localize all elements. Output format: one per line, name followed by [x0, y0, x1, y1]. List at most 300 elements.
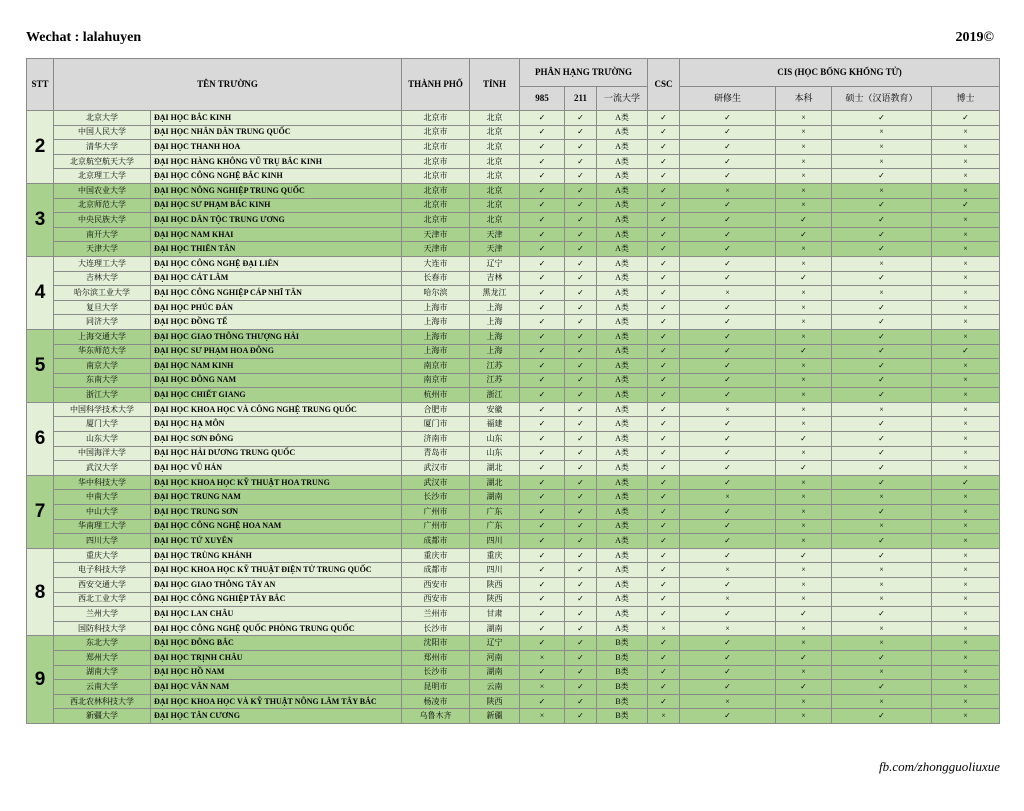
rank-985-cell: ✓ — [520, 256, 565, 271]
school-vi-name: ĐẠI HỌC HÀNG KHÔNG VŨ TRỤ BẮC KINH — [151, 154, 402, 169]
table-row — [27, 519, 1000, 534]
cis-yanxiu-cell: ✓ — [680, 505, 776, 520]
cis-boshi-cell: × — [932, 373, 1000, 388]
rank-985-cell: ✓ — [520, 417, 565, 432]
col-boshi: 博士 — [932, 87, 1000, 111]
first-class-cell: A类 — [597, 578, 648, 593]
city-cell: 济南市 — [402, 432, 470, 447]
rank-985-cell: × — [520, 650, 565, 665]
rank-211-cell: ✓ — [565, 461, 597, 476]
csc-cell: ✓ — [648, 505, 680, 520]
cis-shuoshi-cell: × — [832, 563, 932, 578]
csc-cell: ✓ — [648, 490, 680, 505]
province-cell: 新疆 — [470, 709, 520, 724]
cis-boshi-cell: × — [932, 169, 1000, 184]
rank-211-cell: ✓ — [565, 519, 597, 534]
cis-benke-cell: × — [776, 636, 832, 651]
school-cn-name: 大连理工大学 — [54, 256, 151, 271]
rank-211-cell: ✓ — [565, 344, 597, 359]
csc-cell: ✓ — [648, 548, 680, 563]
table-row — [27, 154, 1000, 169]
school-cn-name: 云南大学 — [54, 680, 151, 695]
table-row — [27, 578, 1000, 593]
rank-211-cell: ✓ — [565, 388, 597, 403]
province-cell: 湖北 — [470, 461, 520, 476]
cis-boshi-cell: × — [932, 578, 1000, 593]
csc-cell: ✓ — [648, 213, 680, 228]
rank-211-cell: ✓ — [565, 315, 597, 330]
cis-boshi-cell: × — [932, 505, 1000, 520]
cis-yanxiu-cell: × — [680, 621, 776, 636]
table-row — [27, 125, 1000, 140]
school-vi-name: ĐẠI HỌC LAN CHÂU — [151, 607, 402, 622]
province-cell: 辽宁 — [470, 636, 520, 651]
cis-boshi-cell: × — [932, 140, 1000, 155]
cis-benke-cell: ✓ — [776, 213, 832, 228]
first-class-cell: A类 — [597, 111, 648, 126]
cis-yanxiu-cell: ✓ — [680, 227, 776, 242]
cis-boshi-cell: ✓ — [932, 111, 1000, 126]
cis-benke-cell: × — [776, 534, 832, 549]
cis-boshi-cell: × — [932, 286, 1000, 301]
province-cell: 江苏 — [470, 373, 520, 388]
school-vi-name: ĐẠI HỌC SƯ PHẠM HOA ĐÔNG — [151, 344, 402, 359]
cis-yanxiu-cell: × — [680, 490, 776, 505]
rank-985-cell: ✓ — [520, 446, 565, 461]
first-class-cell: A类 — [597, 183, 648, 198]
csc-cell: ✓ — [648, 198, 680, 213]
group-number: 3 — [27, 183, 54, 256]
table-row — [27, 694, 1000, 709]
city-cell: 杭州市 — [402, 388, 470, 403]
city-cell: 北京市 — [402, 183, 470, 198]
rank-985-cell: ✓ — [520, 213, 565, 228]
cis-benke-cell: ✓ — [776, 650, 832, 665]
cis-boshi-cell: × — [932, 271, 1000, 286]
school-vi-name: ĐẠI HỌC KHOA HỌC KỸ THUẬT HOA TRUNG — [151, 475, 402, 490]
cis-yanxiu-cell: ✓ — [680, 111, 776, 126]
cis-shuoshi-cell: × — [832, 578, 932, 593]
rank-211-cell: ✓ — [565, 373, 597, 388]
cis-boshi-cell: × — [932, 607, 1000, 622]
col-csc: CSC — [648, 59, 680, 111]
cis-boshi-cell: ✓ — [932, 198, 1000, 213]
table-row — [27, 169, 1000, 184]
csc-cell: ✓ — [648, 650, 680, 665]
cis-yanxiu-cell: ✓ — [680, 461, 776, 476]
rank-211-cell: ✓ — [565, 490, 597, 505]
cis-benke-cell: × — [776, 154, 832, 169]
school-vi-name: ĐẠI HỌC NÔNG NGHIỆP TRUNG QUỐC — [151, 183, 402, 198]
csc-cell: ✓ — [648, 183, 680, 198]
cis-yanxiu-cell: ✓ — [680, 432, 776, 447]
city-cell: 南京市 — [402, 359, 470, 374]
school-vi-name: ĐẠI HỌC CÔNG NGHỆ ĐẠI LIÊN — [151, 256, 402, 271]
province-cell: 陕西 — [470, 578, 520, 593]
table-row — [27, 446, 1000, 461]
cis-boshi-cell: × — [932, 359, 1000, 374]
cis-boshi-cell: × — [932, 329, 1000, 344]
table-row — [27, 665, 1000, 680]
rank-985-cell: ✓ — [520, 432, 565, 447]
cis-yanxiu-cell: ✓ — [680, 475, 776, 490]
col-yanxiu: 研修生 — [680, 87, 776, 111]
rank-985-cell: ✓ — [520, 548, 565, 563]
school-cn-name: 华东师范大学 — [54, 344, 151, 359]
table-row — [27, 534, 1000, 549]
province-cell: 北京 — [470, 198, 520, 213]
first-class-cell: A类 — [597, 534, 648, 549]
city-cell: 长春市 — [402, 271, 470, 286]
province-cell: 黑龙江 — [470, 286, 520, 301]
cis-benke-cell: × — [776, 242, 832, 257]
cis-benke-cell: × — [776, 402, 832, 417]
first-class-cell: A类 — [597, 329, 648, 344]
table-row — [27, 286, 1000, 301]
rank-211-cell: ✓ — [565, 286, 597, 301]
table-body — [27, 111, 1000, 724]
cis-shuoshi-cell: ✓ — [832, 709, 932, 724]
city-cell: 厦门市 — [402, 417, 470, 432]
cis-shuoshi-cell: ✓ — [832, 271, 932, 286]
cis-benke-cell: × — [776, 198, 832, 213]
cis-boshi-cell: × — [932, 680, 1000, 695]
school-cn-name: 山东大学 — [54, 432, 151, 447]
group-number: 8 — [27, 548, 54, 636]
csc-cell: ✓ — [648, 607, 680, 622]
province-cell: 北京 — [470, 183, 520, 198]
cis-benke-cell: × — [776, 169, 832, 184]
school-cn-name: 中山大学 — [54, 505, 151, 520]
province-cell: 湖北 — [470, 475, 520, 490]
rank-985-cell: ✓ — [520, 125, 565, 140]
city-cell: 大连市 — [402, 256, 470, 271]
rank-211-cell: ✓ — [565, 563, 597, 578]
cis-shuoshi-cell: × — [832, 519, 932, 534]
cis-benke-cell: × — [776, 286, 832, 301]
school-cn-name: 中国农业大学 — [54, 183, 151, 198]
cis-boshi-cell: × — [932, 446, 1000, 461]
school-vi-name: ĐẠI HỌC CÔNG NGHIỆP TÂY BẮC — [151, 592, 402, 607]
facebook-link[interactable]: fb.com/zhongguoliuxue — [879, 759, 1000, 774]
cis-yanxiu-cell: ✓ — [680, 300, 776, 315]
csc-cell: ✓ — [648, 227, 680, 242]
province-cell: 广东 — [470, 505, 520, 520]
table-row — [27, 344, 1000, 359]
rank-985-cell: ✓ — [520, 519, 565, 534]
school-vi-name: ĐẠI HỌC CÁT LÂM — [151, 271, 402, 286]
province-cell: 四川 — [470, 563, 520, 578]
cis-boshi-cell: × — [932, 227, 1000, 242]
cis-shuoshi-cell: ✓ — [832, 432, 932, 447]
csc-cell: ✓ — [648, 169, 680, 184]
city-cell: 上海市 — [402, 315, 470, 330]
table-row — [27, 359, 1000, 374]
cis-shuoshi-cell: × — [832, 402, 932, 417]
province-cell: 上海 — [470, 315, 520, 330]
cis-shuoshi-cell: ✓ — [832, 300, 932, 315]
cis-yanxiu-cell: ✓ — [680, 650, 776, 665]
csc-cell: ✓ — [648, 373, 680, 388]
col-ten-truong: TÊN TRƯỜNG — [54, 59, 402, 111]
rank-211-cell: ✓ — [565, 213, 597, 228]
cis-boshi-cell: × — [932, 563, 1000, 578]
cis-yanxiu-cell: ✓ — [680, 519, 776, 534]
rank-211-cell: ✓ — [565, 256, 597, 271]
table-row — [27, 402, 1000, 417]
cis-boshi-cell: × — [932, 636, 1000, 651]
first-class-cell: A类 — [597, 271, 648, 286]
cis-boshi-cell: × — [932, 548, 1000, 563]
school-cn-name: 新疆大学 — [54, 709, 151, 724]
school-vi-name: ĐẠI HỌC CHIẾT GIANG — [151, 388, 402, 403]
table-row — [27, 680, 1000, 695]
first-class-cell: A类 — [597, 286, 648, 301]
cis-shuoshi-cell: ✓ — [832, 461, 932, 476]
cis-yanxiu-cell: ✓ — [680, 125, 776, 140]
school-vi-name: ĐẠI HỌC CÔNG NGHỆ BẮC KINH — [151, 169, 402, 184]
city-cell: 武汉市 — [402, 461, 470, 476]
school-cn-name: 浙江大学 — [54, 388, 151, 403]
school-vi-name: ĐẠI HỌC NHÂN DÂN TRUNG QUỐC — [151, 125, 402, 140]
rank-985-cell: ✓ — [520, 490, 565, 505]
cis-shuoshi-cell: ✓ — [832, 534, 932, 549]
first-class-cell: A类 — [597, 475, 648, 490]
cis-shuoshi-cell: × — [832, 154, 932, 169]
cis-shuoshi-cell: × — [832, 286, 932, 301]
first-class-cell: B类 — [597, 636, 648, 651]
cis-shuoshi-cell: ✓ — [832, 359, 932, 374]
city-cell: 昆明市 — [402, 680, 470, 695]
cis-benke-cell: × — [776, 315, 832, 330]
school-vi-name: ĐẠI HỌC ĐÔNG NAM — [151, 373, 402, 388]
col-phan-hang: PHÂN HẠNG TRƯỜNG — [520, 59, 648, 87]
province-cell: 陕西 — [470, 592, 520, 607]
cis-benke-cell: ✓ — [776, 271, 832, 286]
cis-boshi-cell: × — [932, 256, 1000, 271]
city-cell: 南京市 — [402, 373, 470, 388]
table-row — [27, 417, 1000, 432]
school-cn-name: 西北工业大学 — [54, 592, 151, 607]
rank-985-cell: ✓ — [520, 227, 565, 242]
cis-benke-cell: ✓ — [776, 432, 832, 447]
rank-211-cell: ✓ — [565, 271, 597, 286]
city-cell: 郑州市 — [402, 650, 470, 665]
city-cell: 长沙市 — [402, 665, 470, 680]
school-vi-name: ĐẠI HỌC KHOA HỌC VÀ KỸ THUẬT NÔNG LÂM TÂY BẮC — [151, 694, 402, 709]
csc-cell: ✓ — [648, 329, 680, 344]
cis-shuoshi-cell: ✓ — [832, 680, 932, 695]
city-cell: 北京市 — [402, 154, 470, 169]
first-class-cell: A类 — [597, 388, 648, 403]
col-shuoshi: 硕士（汉语教育） — [832, 87, 932, 111]
cis-yanxiu-cell: ✓ — [680, 417, 776, 432]
csc-cell: ✓ — [648, 359, 680, 374]
city-cell: 青岛市 — [402, 446, 470, 461]
city-cell: 兰州市 — [402, 607, 470, 622]
school-vi-name: ĐẠI HỌC VÂN NAM — [151, 680, 402, 695]
cis-yanxiu-cell: ✓ — [680, 242, 776, 257]
table-row — [27, 490, 1000, 505]
cis-shuoshi-cell: ✓ — [832, 227, 932, 242]
rank-211-cell: ✓ — [565, 125, 597, 140]
cis-benke-cell: × — [776, 388, 832, 403]
school-vi-name: ĐẠI HỌC CÔNG NGHỆ QUỐC PHÒNG TRUNG QUỐC — [151, 621, 402, 636]
cis-shuoshi-cell: ✓ — [832, 475, 932, 490]
cis-benke-cell: × — [776, 694, 832, 709]
rank-985-cell: ✓ — [520, 169, 565, 184]
cis-yanxiu-cell: ✓ — [680, 534, 776, 549]
cis-shuoshi-cell: ✓ — [832, 505, 932, 520]
csc-cell: ✓ — [648, 417, 680, 432]
rank-985-cell: ✓ — [520, 286, 565, 301]
rank-211-cell: ✓ — [565, 432, 597, 447]
csc-cell: ✓ — [648, 242, 680, 257]
cis-benke-cell: × — [776, 359, 832, 374]
rank-211-cell: ✓ — [565, 402, 597, 417]
rank-211-cell: ✓ — [565, 140, 597, 155]
province-cell: 北京 — [470, 125, 520, 140]
group-number: 9 — [27, 636, 54, 724]
csc-cell: ✓ — [648, 592, 680, 607]
table-row — [27, 475, 1000, 490]
rank-985-cell: ✓ — [520, 592, 565, 607]
cis-benke-cell: ✓ — [776, 680, 832, 695]
cis-yanxiu-cell: ✓ — [680, 154, 776, 169]
cis-boshi-cell: × — [932, 665, 1000, 680]
first-class-cell: B类 — [597, 650, 648, 665]
cis-boshi-cell: × — [932, 694, 1000, 709]
first-class-cell: B类 — [597, 694, 648, 709]
rank-985-cell: ✓ — [520, 388, 565, 403]
cis-yanxiu-cell: ✓ — [680, 548, 776, 563]
col-thanh-pho: THÀNH PHỐ — [402, 59, 470, 111]
cis-benke-cell: ✓ — [776, 607, 832, 622]
cis-benke-cell: × — [776, 446, 832, 461]
cis-shuoshi-cell: × — [832, 256, 932, 271]
csc-cell: ✓ — [648, 519, 680, 534]
cis-boshi-cell: × — [932, 300, 1000, 315]
city-cell: 北京市 — [402, 198, 470, 213]
school-vi-name: ĐẠI HỌC ĐỒNG TẾ — [151, 315, 402, 330]
cis-benke-cell: × — [776, 563, 832, 578]
school-vi-name: ĐẠI HỌC THANH HOA — [151, 140, 402, 155]
cis-shuoshi-cell: ✓ — [832, 169, 932, 184]
rank-211-cell: ✓ — [565, 636, 597, 651]
csc-cell: ✓ — [648, 665, 680, 680]
table-row — [27, 271, 1000, 286]
school-vi-name: ĐẠI HỌC SƠN ĐÔNG — [151, 432, 402, 447]
cis-shuoshi-cell: × — [832, 140, 932, 155]
first-class-cell: A类 — [597, 125, 648, 140]
province-cell: 湖南 — [470, 621, 520, 636]
col-stt: STT — [27, 59, 54, 111]
table-row — [27, 242, 1000, 257]
rank-211-cell: ✓ — [565, 680, 597, 695]
col-tinh: TỈNH — [470, 59, 520, 111]
csc-cell: ✓ — [648, 256, 680, 271]
cis-yanxiu-cell: ✓ — [680, 315, 776, 330]
table-row — [27, 227, 1000, 242]
cis-yanxiu-cell: ✓ — [680, 359, 776, 374]
cis-yanxiu-cell: ✓ — [680, 271, 776, 286]
cis-benke-cell: ✓ — [776, 548, 832, 563]
school-vi-name: ĐẠI HỌC TRUNG SƠN — [151, 505, 402, 520]
school-cn-name: 同济大学 — [54, 315, 151, 330]
school-cn-name: 北京理工大学 — [54, 169, 151, 184]
school-vi-name: ĐẠI HỌC TRỊNH CHÂU — [151, 650, 402, 665]
cis-boshi-cell: × — [932, 461, 1000, 476]
csc-cell: ✓ — [648, 680, 680, 695]
school-vi-name: ĐẠI HỌC HỒ NAM — [151, 665, 402, 680]
cis-benke-cell: ✓ — [776, 461, 832, 476]
csc-cell: ✓ — [648, 140, 680, 155]
rank-211-cell: ✓ — [565, 475, 597, 490]
province-cell: 广东 — [470, 519, 520, 534]
province-cell: 天津 — [470, 227, 520, 242]
csc-cell: ✓ — [648, 111, 680, 126]
school-cn-name: 华南理工大学 — [54, 519, 151, 534]
province-cell: 上海 — [470, 300, 520, 315]
cis-yanxiu-cell: ✓ — [680, 329, 776, 344]
table-row — [27, 505, 1000, 520]
province-cell: 福建 — [470, 417, 520, 432]
school-cn-name: 湖南大学 — [54, 665, 151, 680]
csc-cell: ✓ — [648, 154, 680, 169]
rank-211-cell: ✓ — [565, 446, 597, 461]
table-row — [27, 140, 1000, 155]
cis-boshi-cell: × — [932, 709, 1000, 724]
rank-985-cell: ✓ — [520, 140, 565, 155]
cis-benke-cell: × — [776, 490, 832, 505]
city-cell: 天津市 — [402, 242, 470, 257]
city-cell: 上海市 — [402, 300, 470, 315]
province-cell: 湖南 — [470, 665, 520, 680]
rank-211-cell: ✓ — [565, 154, 597, 169]
rank-985-cell: ✓ — [520, 607, 565, 622]
city-cell: 上海市 — [402, 344, 470, 359]
cis-boshi-cell: × — [932, 592, 1000, 607]
province-cell: 河南 — [470, 650, 520, 665]
table-row — [27, 198, 1000, 213]
city-cell: 成都市 — [402, 563, 470, 578]
cis-yanxiu-cell: × — [680, 592, 776, 607]
cis-boshi-cell: × — [932, 125, 1000, 140]
first-class-cell: A类 — [597, 373, 648, 388]
cis-shuoshi-cell: ✓ — [832, 329, 932, 344]
csc-cell: ✓ — [648, 402, 680, 417]
rank-985-cell: ✓ — [520, 315, 565, 330]
first-class-cell: A类 — [597, 607, 648, 622]
cis-yanxiu-cell: ✓ — [680, 709, 776, 724]
csc-cell: ✓ — [648, 344, 680, 359]
rank-211-cell: ✓ — [565, 694, 597, 709]
rank-211-cell: ✓ — [565, 329, 597, 344]
csc-cell: ✓ — [648, 432, 680, 447]
first-class-cell: A类 — [597, 548, 648, 563]
province-cell: 四川 — [470, 534, 520, 549]
cis-yanxiu-cell: ✓ — [680, 213, 776, 228]
school-vi-name: ĐẠI HỌC VŨ HÁN — [151, 461, 402, 476]
csc-cell: ✓ — [648, 300, 680, 315]
cis-shuoshi-cell: × — [832, 621, 932, 636]
table-row — [27, 709, 1000, 724]
cis-yanxiu-cell: ✓ — [680, 607, 776, 622]
city-cell: 北京市 — [402, 111, 470, 126]
rank-211-cell: ✓ — [565, 169, 597, 184]
csc-cell: ✓ — [648, 534, 680, 549]
table-row — [27, 592, 1000, 607]
